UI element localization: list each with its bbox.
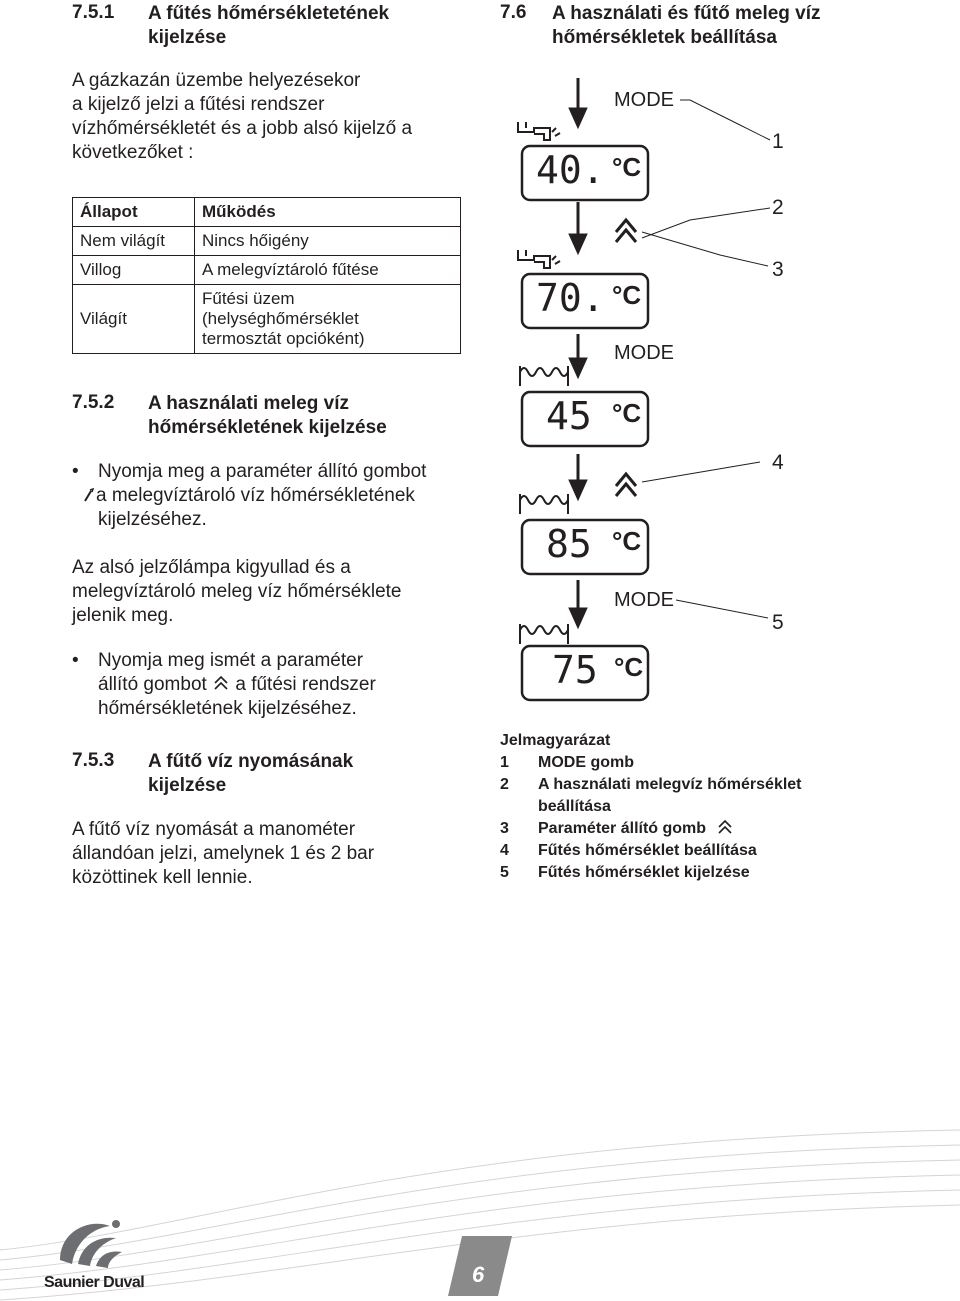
down-arrow [569,202,587,254]
paragraph-line: közöttinek kell lennie. [72,867,253,888]
tap-icon [518,122,560,140]
page-number: 6 [472,1262,485,1287]
cell-line: (helységhőmérséklet [202,309,359,328]
legend-text: Paraméter állító gomb [538,820,707,837]
down-arrow [569,454,587,500]
cell-operation: A melegvíztároló fűtése [195,256,461,285]
cell-operation [195,285,461,354]
result-paragraph [72,556,401,628]
bullet-line: hőmérsékletének kijelzéséhez. [98,698,357,719]
paragraph-line: A fűtő víz nyomását a manométer [72,819,356,840]
bullet-line: Nyomja meg ismét a paraméter [98,650,364,671]
legend-number: 3 [500,820,509,837]
callout-line-1 [680,100,770,140]
legend-text: MODE gomb [538,754,634,771]
paragraph-line: Az alsó jelzőlámpa kigyullad és a [72,557,351,578]
intro-line: vízhőmérsékletét és a jobb alsó kijelző a [72,118,413,139]
down-arrow [569,78,587,128]
legend-text: Fűtés hőmérséklet beállítása [538,842,757,859]
display-unit: °C [614,652,644,682]
display-value: 85 [546,522,592,566]
callout-line-2 [642,208,770,238]
callout-2: 2 [772,196,784,219]
callout-5: 5 [772,611,784,634]
display-value: 40. [536,148,605,192]
table-row [73,227,461,256]
callout-1: 1 [772,130,784,153]
title-line: A használati és fűtő meleg víz [552,3,821,24]
section-7-5-1-number: 7.5.1 [72,2,115,23]
display-value: 75 [552,648,598,692]
cell-operation: Nincs hőigény [195,227,461,256]
double-chevron-up-icon [616,220,636,242]
callout-line-4 [642,462,760,482]
double-chevron-up-icon [212,674,230,692]
down-arrow [569,580,587,628]
table-row [73,256,461,285]
down-arrow [569,334,587,378]
intro-line: a kijelző jelzi a fűtési rendszer [72,94,325,115]
intro-line: A gázkazán üzembe helyezésekor [72,70,361,91]
section-7-5-1-title [148,2,389,50]
legend-number: 2 [500,776,509,793]
bullet-dot: • [72,461,79,482]
bullet-item [72,649,376,721]
wrench-icon [82,487,96,503]
intro-paragraph [72,69,412,165]
display-unit: °C [612,152,642,182]
title-line: hőmérsékletének kijelzése [148,417,387,438]
double-chevron-up-icon [616,474,636,496]
header-operation: Működés [195,198,461,227]
callout-3: 3 [772,258,784,281]
display-value: 45 [546,394,592,438]
cell-state: Villog [73,256,195,285]
brand-name: Saunier Duval [44,1274,145,1291]
bullet-line [98,673,376,697]
mode-label[interactable]: MODE [614,589,674,611]
bullet-line [82,484,426,508]
title-line: A fűtés hőmérsékletetének [148,3,390,24]
cell-line: Fűtési üzem [202,289,295,308]
paragraph-line: állandóan jelzi, amelynek 1 és 2 bar [72,843,375,864]
legend-text-with-icon [538,818,733,840]
cell-state: Világít [73,285,195,354]
bullet-text: a fűtési rendszer [235,674,376,695]
mode-label[interactable]: MODE [614,342,674,364]
title-line: A fűtő víz nyomásának [148,751,354,772]
intro-line: következőket : [72,142,194,163]
title-line: kijelzése [148,775,227,796]
paragraph-line: jelenik meg. [72,605,174,626]
title-line: hőmérsékletek beállítása [552,27,777,48]
bullet-item [72,460,427,532]
callout-4: 4 [772,451,784,474]
bullet-line: kijelzéséhez. [98,509,207,530]
legend-number: 4 [500,842,509,859]
section-7-5-2-number: 7.5.2 [72,392,115,413]
display-value: 70. [536,276,605,320]
section-7-5-2-title [148,392,387,440]
section-7-5-3-title [148,750,353,798]
radiator-icon [520,366,568,386]
legend-text: beállítása [538,798,611,815]
table-header-row [73,198,461,227]
section-7-5-3-number: 7.5.3 [72,750,115,771]
radiator-icon [520,494,568,514]
double-chevron-up-icon [717,819,733,835]
callout-line-3 [642,232,768,266]
legend-text: Fűtés hőmérséklet kijelzése [538,864,750,881]
legend-title: Jelmagyarázat [500,732,611,749]
paragraph-line: melegvíztároló meleg víz hőmérséklete [72,581,402,602]
bullet-text: állító gombot [98,674,207,695]
bullet-dot: • [72,650,79,671]
cell-state: Nem világít [73,227,195,256]
callout-line-5 [676,600,768,618]
legend-text: A használati melegvíz hőmérséklet [538,776,802,793]
display-unit: °C [612,398,642,428]
pressure-paragraph [72,818,374,890]
table-row [73,285,461,354]
legend-number: 5 [500,864,509,881]
radiator-icon [520,624,568,644]
status-table [72,197,461,354]
tap-icon [518,250,560,268]
saunier-duval-logo-icon [50,1212,130,1272]
display-unit: °C [612,526,642,556]
legend-number: 1 [500,754,509,771]
display-unit: °C [612,280,642,310]
mode-label[interactable]: MODE [614,89,674,111]
bullet-text: a melegvíztároló víz hőmérsékletének [96,485,415,506]
title-line: kijelzése [148,27,227,48]
bullet-line: Nyomja meg a paraméter állító gombot [98,461,427,482]
cell-line: termosztát opcióként) [202,329,365,348]
section-7-6-number: 7.6 [500,2,527,23]
title-line: A használati meleg víz [148,393,349,414]
section-7-6-title [552,2,821,50]
header-state: Állapot [73,198,195,227]
